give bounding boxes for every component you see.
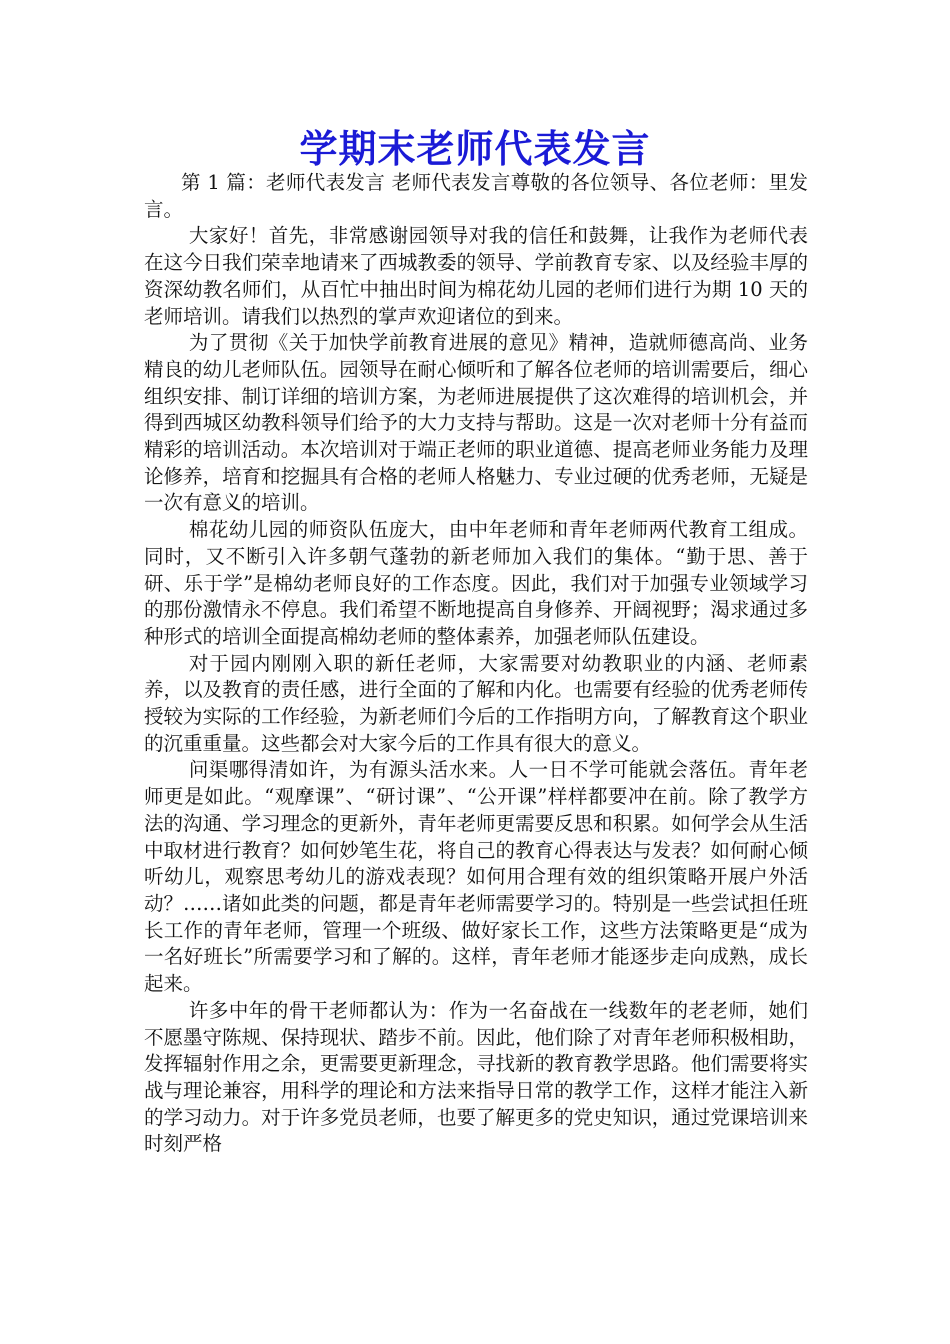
document-body [144,170,808,1158]
paragraph-3: 为了贯彻《关于加快学前教育进展的意见》精神，造就师德高尚、业务精良的幼儿老师队伍。园领导在耐心倾听和了解各位老师的培训需要后，细心组织安排、制订详细的培训方案，为老师进展提供了这次难得的培训机会，并得到西城区幼教科领导们给予的大力支持与帮助。这是一次对老师十分有益而精彩的培训活动。本次培训对于端正老师的职业道德、提高老师业务能力及理论修养，培育和挖掘具有合格的老师人格魅力、专业过硬的优秀老师，无疑是一次有意义的培训。 [144,331,808,515]
paragraph-7: 许多中年的骨干老师都认为：作为一名奋战在一线数年的老老师，她们不愿墨守陈规、保持现状、踏步不前。因此，他们除了对青年老师积极相助，发挥辐射作用之余，更需要更新理念，寻找新的教育教学思路。他们需要将实战与理论兼容，用科学的理论和方法来指导日常的教学工作，这样才能注入新的学习动力。对于许多党员老师，也要了解更多的党史知识，通过党课培训来时刻严格 [144,998,808,1156]
document-title: 学期末老师代表发言 [299,127,651,171]
paragraph-2: 大家好！首先，非常感谢园领导对我的信任和鼓舞，让我作为老师代表在这今日我们荣幸地请来了西城教委的领导、学前教育专家、以及经验丰厚的资深幼教名师们，从百忙中抽出时间为棉花幼儿园的老师们进行为期 10 天的老师培训。请我们以热烈的掌声欢迎诸位的到来。 [144,224,808,328]
paragraph-5: 对于园内刚刚入职的新任老师，大家需要对幼教职业的内涵、老师素养，以及教育的责任感，进行全面的了解和内化。也需要有经验的优秀老师传授较为实际的工作经验，为新老师们今后的工作指明方向，了解教育这个职业的沉重重量。这些都会对大家今后的工作具有很大的意义。 [144,651,808,755]
paragraph-1: 第 1 篇：老师代表发言 老师代表发言尊敬的各位领导、各位老师：里发言。 [144,171,808,221]
paragraph-6: 问渠哪得清如许，为有源头活水来。人一日不学可能就会落伍。青年老师更是如此。“观摩课”、“研讨课”、“公开课”样样都要冲在前。除了教学方法的沟通、学习理念的更新外，青年老师更需要反思和积累。如何学会从生活中取材进行教育？如何妙笔生花，将自己的教育心得表达与发表？如何耐心倾听幼儿，观察思考幼儿的游戏表现？如何用合理有效的组织策略开展户外活动？……诸如此类的问题，都是青年老师需要学习的。特别是一些尝试担任班长工作的青年老师，管理一个班级、做好家长工作，这些方法策略更是“成为一名好班长”所需要学习和了解的。这样，青年老师才能逐步走向成熟，成长起来。 [144,758,808,996]
paragraph-4: 棉花幼儿园的师资队伍庞大，由中年老师和青年老师两代教育工组成。同时，又不断引入许多朝气蓬勃的新老师加入我们的集体。“勤于思、善于研、乐于学”是棉幼老师良好的工作态度。因此，我们对于加强专业领域学习的那份激情永不停息。我们希望不断地提高自身修养、开阔视野；渴求通过多种形式的培训全面提高棉幼老师的整体素养，加强老师队伍建设。 [144,518,808,648]
